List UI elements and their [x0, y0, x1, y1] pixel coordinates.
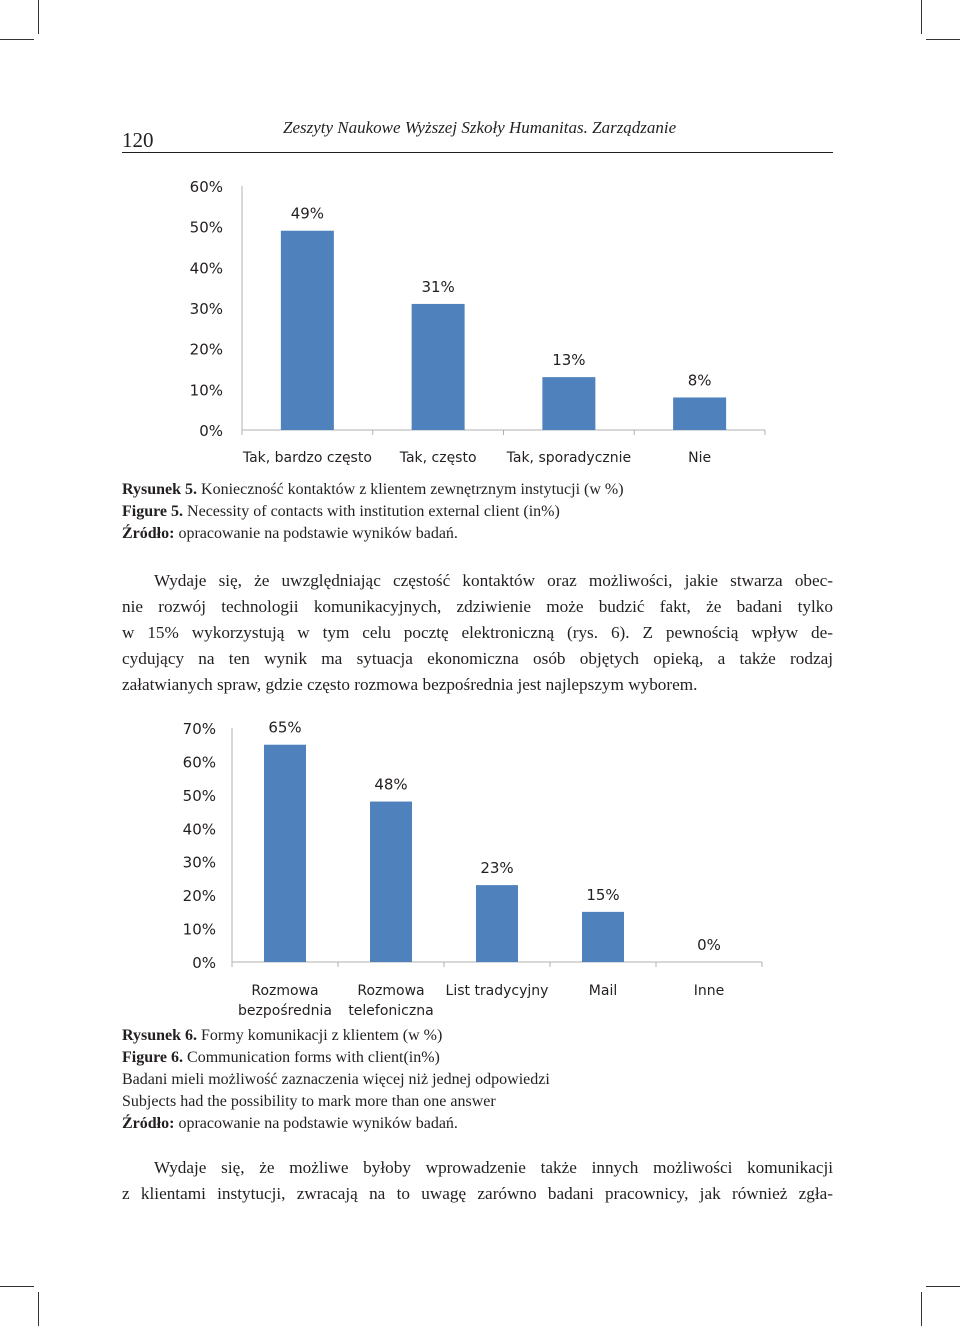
data-label: 23% [480, 859, 514, 878]
text-line: Wydaje się, że uwzględniając częstość kontaktów oraz możliwości, jakie stwarza obec- [154, 571, 833, 590]
bar [582, 912, 624, 962]
x-category-label: Inne [693, 983, 725, 999]
text-line: w 15% wykorzystują w tym celu pocztę elektroniczną (rys. 6). Z pewnością wpływ de- [122, 623, 833, 642]
x-category-label: Rozmowa [357, 983, 425, 999]
figure-6-caption-pl: Rysunek 6. Formy komunikacji z klientem (w %) [122, 1027, 443, 1044]
y-tick-label: 50% [182, 786, 216, 805]
crop-mark [921, 1292, 922, 1326]
y-tick-label: 10% [182, 920, 216, 939]
page-number: 120 [122, 128, 154, 152]
journal-title: Zeszyty Naukowe Wyższej Szkoły Humanitas. Zarządzanie [283, 118, 677, 137]
y-tick-label: 60% [182, 753, 216, 772]
x-category-label: Mail [588, 983, 618, 999]
text-line: cydujący na ten wynik ma sytuacja ekonomiczna osób objętych opieką, a także rodzaj [122, 649, 833, 668]
data-label: 31% [421, 277, 455, 296]
x-category-label: telefoniczna [348, 1003, 434, 1019]
figure-6-note-en: Subjects had the possibility to mark more than one answer [122, 1093, 496, 1110]
bar [476, 885, 518, 962]
figure-5-caption [122, 479, 624, 545]
y-tick-label: 50% [189, 218, 223, 237]
y-tick-label: 20% [182, 887, 216, 906]
crop-mark [38, 0, 39, 34]
bar [370, 802, 412, 962]
data-label: 15% [586, 885, 620, 904]
x-category-label: Nie [688, 450, 712, 466]
figure-5-bar-chart [170, 170, 770, 470]
x-category-label: List tradycyjny [445, 983, 549, 999]
crop-mark [0, 1286, 34, 1287]
bar [673, 397, 726, 430]
y-tick-label: 0% [199, 422, 223, 440]
text-line: nie rozwój technologii komunikacyjnych, zdziwienie może budzić fakt, że badani tylko [122, 597, 833, 616]
data-label: 48% [374, 775, 408, 794]
y-tick-label: 10% [189, 381, 223, 400]
data-label: 65% [268, 718, 302, 737]
y-tick-label: 30% [182, 853, 216, 872]
y-tick-label: 60% [189, 178, 223, 196]
bar [542, 377, 595, 430]
x-category-label: Tak, często [399, 450, 477, 466]
figure-5-caption-pl: Rysunek 5. Konieczność kontaktów z klientem zewnętrznym instytucji (w %) [122, 481, 624, 498]
y-tick-label: 40% [182, 820, 216, 839]
y-tick-label: 0% [192, 954, 216, 972]
y-tick-label: 30% [189, 300, 223, 318]
crop-mark [0, 39, 34, 40]
crop-mark [926, 1286, 960, 1287]
data-label: 13% [552, 351, 586, 370]
y-tick-label: 40% [189, 259, 223, 278]
y-tick-label: 20% [189, 340, 223, 359]
crop-mark [926, 39, 960, 40]
figure-6-source: Źródło: opracowanie na podstawie wyników badań. [122, 1115, 458, 1132]
x-category-label: bezpośrednia [238, 1003, 332, 1019]
figure-5-source: Źródło: opracowanie na podstawie wyników badań. [122, 525, 458, 542]
figure-6-caption [122, 1025, 550, 1135]
figure-6-bar-chart [165, 712, 785, 1022]
text-line: Wydaje się, że możliwe byłoby wprowadzenie także innych możliwości komunikacji [154, 1158, 833, 1177]
data-label: 8% [687, 371, 712, 390]
figure-6-caption-en: Figure 6. Communication forms with client(in%) [122, 1049, 440, 1066]
text-line: z klientami instytucji, zwracają na to uwagę zarówno badani pracownicy, jak również zgła- [122, 1184, 833, 1203]
crop-mark [38, 1292, 39, 1326]
x-category-label: Rozmowa [251, 983, 319, 999]
x-category-label: Tak, bardzo często [242, 450, 372, 466]
x-category-label: Tak, sporadycznie [506, 450, 632, 466]
text-line: załatwianych spraw, gdzie często rozmowa bezpośrednia jest najlepszym wyborem. [122, 675, 698, 694]
bar [412, 304, 465, 430]
crop-mark [921, 0, 922, 34]
running-header [122, 112, 833, 153]
bar [281, 231, 334, 430]
y-tick-label: 70% [182, 720, 216, 738]
bar [264, 745, 306, 962]
body-paragraph-2 [122, 1155, 833, 1207]
figure-5-caption-en: Figure 5. Necessity of contacts with institution external client (in%) [122, 503, 560, 520]
figure-6-note-pl: Badani mieli możliwość zaznaczenia więcej niż jednej odpowiedzi [122, 1071, 550, 1088]
data-label: 49% [290, 204, 325, 223]
data-label: 0% [697, 936, 721, 954]
body-paragraph-1 [122, 568, 833, 698]
